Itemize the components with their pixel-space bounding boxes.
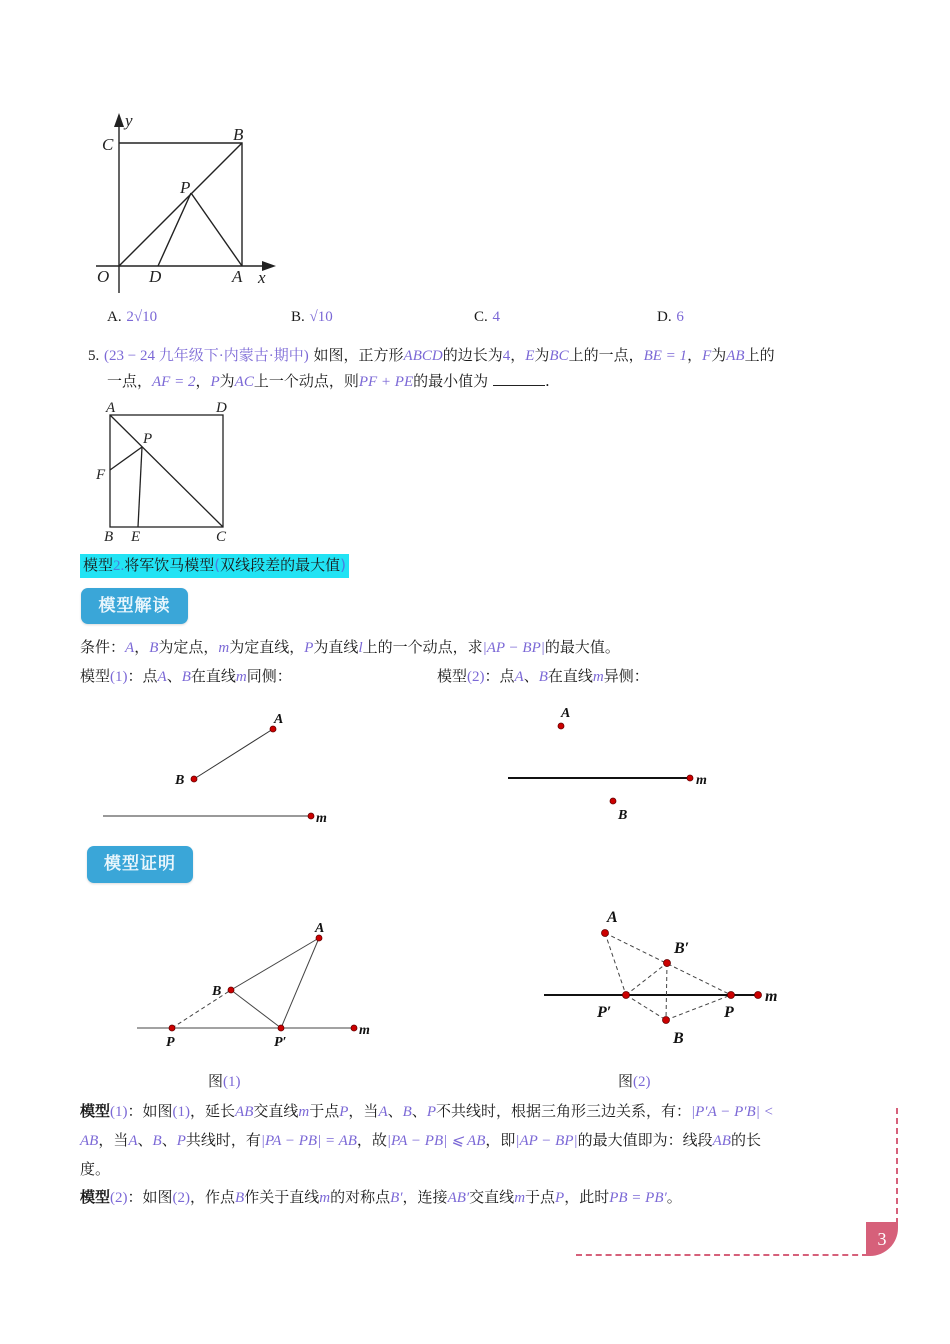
svg-text:m: m	[359, 1023, 370, 1038]
option-b[interactable]: B. √10	[291, 309, 333, 325]
svg-text:B: B	[175, 773, 185, 788]
proof-figure-1	[130, 915, 390, 1055]
svg-text:A: A	[274, 712, 284, 727]
proof2-line: 模型(2)：如图(2)，作点B作关于直线m的对称点B′，连接AB′交直线m于点P，此时PB = PB′。	[80, 1188, 682, 1206]
q5-figure	[90, 395, 240, 545]
svg-text:F: F	[96, 467, 106, 483]
svg-text:x: x	[258, 268, 266, 287]
caption-figure-1: 图(1)	[208, 1072, 241, 1090]
page-number: 3	[866, 1222, 898, 1256]
case2-figure	[500, 700, 730, 830]
option-c[interactable]: C. 4	[474, 309, 501, 325]
svg-text:y: y	[125, 111, 133, 130]
svg-text:P: P	[166, 1035, 175, 1050]
svg-text:B: B	[673, 1030, 684, 1047]
q5-source: (23 − 24 九年级下·内蒙古·期中)	[104, 348, 309, 364]
section-heading-model2: 模型2.将军饮马模型(双线段差的最大值)	[80, 554, 349, 578]
svg-text:A: A	[106, 400, 116, 416]
page-border-dashed-vertical	[896, 1108, 898, 1224]
svg-text:B: B	[233, 125, 244, 144]
svg-text:P: P	[180, 178, 191, 197]
svg-text:B: B	[104, 529, 114, 545]
svg-text:C: C	[216, 529, 227, 545]
case2-label: 模型(2)：点A、B在直线m异侧：	[437, 667, 649, 685]
proof1-line3: 度。	[80, 1160, 111, 1178]
svg-text:D: D	[216, 400, 227, 416]
q4-figure	[90, 110, 290, 300]
caption-figure-2: 图(2)	[618, 1072, 651, 1090]
svg-text:m: m	[765, 988, 778, 1005]
svg-text:m: m	[316, 811, 327, 826]
page-border-dashed-horizontal	[576, 1254, 868, 1256]
q5-line1: 5. (23 − 24 九年级下·内蒙古·期中) 如图，正方形ABCD的边长为4，E为BC上的一点，BE = 1，F为AB上的	[88, 346, 775, 364]
svg-text:P′: P′	[274, 1035, 287, 1050]
proof-figure-2	[535, 900, 795, 1050]
badge-model-proof: 模型证明	[87, 846, 193, 883]
condition-text: 条件：A，B为定点，m为定直线，P为直线l上的一个动点，求|AP − BP|的最大值。	[80, 638, 620, 656]
svg-text:D: D	[149, 267, 162, 286]
option-a[interactable]: A. 2√10	[107, 309, 158, 325]
svg-text:m: m	[696, 773, 707, 788]
svg-text:A: A	[561, 706, 571, 721]
svg-text:O: O	[97, 267, 110, 286]
svg-text:E: E	[131, 529, 141, 545]
case1-label: 模型(1)：点A、B在直线m同侧：	[80, 667, 292, 685]
svg-text:A: A	[315, 921, 325, 936]
q5-line2: 一点，AF = 2，P为AC上一个动点，则PF + PE的最小值为 .	[107, 372, 550, 390]
svg-text:P′: P′	[597, 1004, 612, 1021]
svg-text:P: P	[724, 1004, 734, 1021]
case1-figure	[95, 700, 345, 830]
option-d[interactable]: D. 6	[657, 309, 684, 325]
svg-text:B: B	[212, 984, 222, 999]
svg-text:P: P	[143, 431, 153, 447]
answer-blank[interactable]	[493, 371, 545, 386]
svg-text:B: B	[618, 808, 628, 823]
badge-model-interpretation: 模型解读	[81, 588, 188, 624]
svg-text:B′: B′	[674, 940, 690, 957]
svg-text:C: C	[102, 135, 114, 154]
svg-text:A: A	[607, 909, 618, 926]
proof1-line2: AB，当A、B、P共线时，有|PA − PB| = AB，故|PA − PB| ⩽ AB，即|AP − BP|的最大值即为：线段AB的长	[80, 1131, 761, 1149]
proof1-line1: 模型(1)：如图(1)，延长AB交直线m于点P，当A、B、P不共线时，根据三角形三边关系，有：|P′A − P′B| <	[80, 1102, 774, 1120]
svg-text:A: A	[232, 267, 243, 286]
